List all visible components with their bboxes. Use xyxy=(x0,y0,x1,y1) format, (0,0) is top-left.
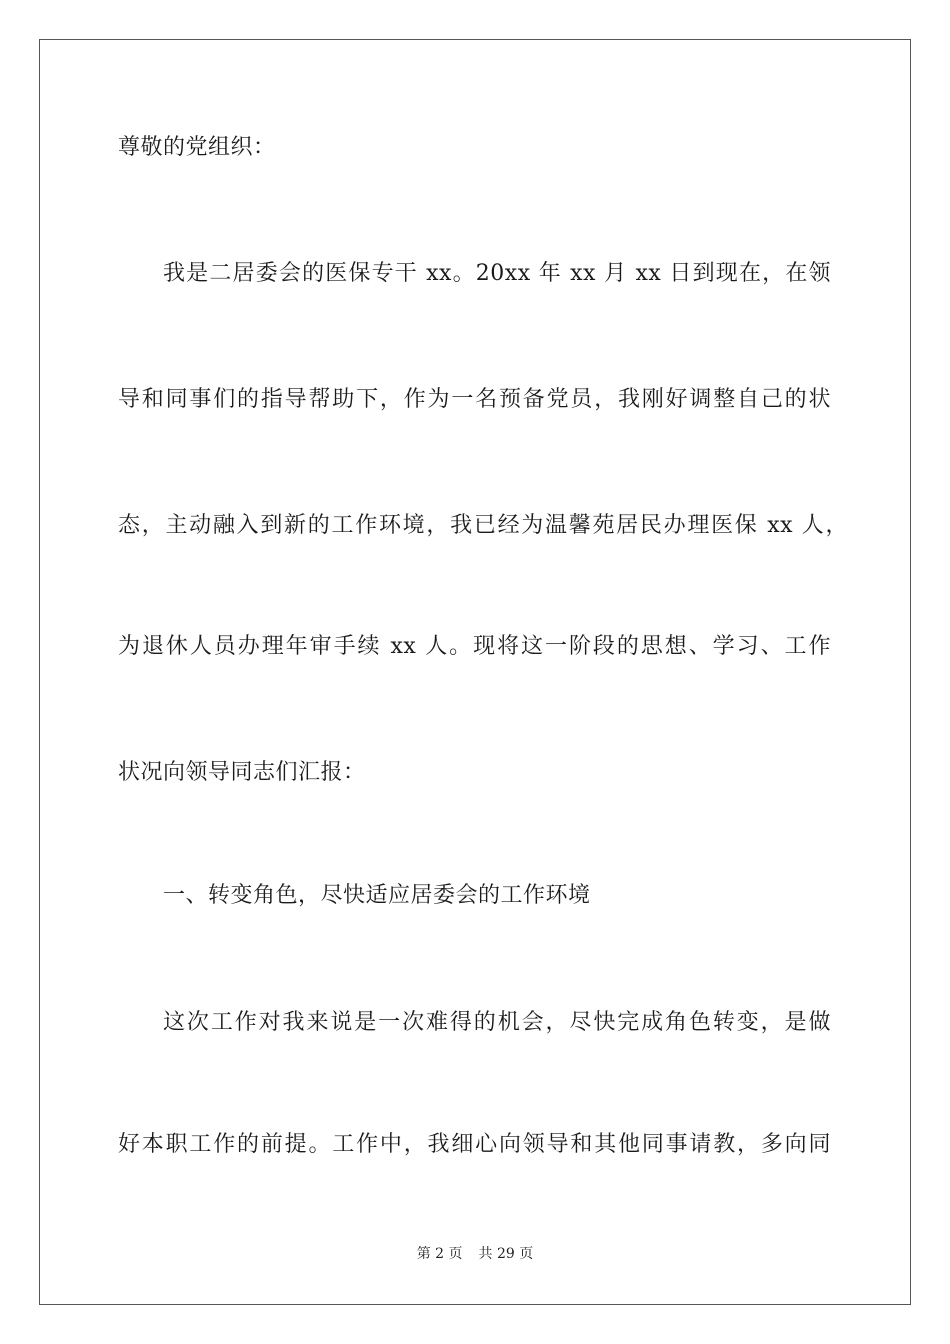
paragraph-1-line-2: 导和同事们的指导帮助下，作为一名预备党员，我刚好调整自己的状 xyxy=(118,387,831,412)
page-number: 第 2 页 xyxy=(416,1246,463,1262)
paragraph-1-line-5: 状况向领导同志们汇报： xyxy=(118,760,366,785)
section-heading-1: 一、转变角色，尽快适应居委会的工作环境 xyxy=(163,883,591,908)
page-footer xyxy=(0,1245,950,1263)
page-total: 共 29 页 xyxy=(478,1246,534,1262)
paragraph-2-line-2: 好本职工作的前提。工作中，我细心向领导和其他同事请教，多向同 xyxy=(118,1132,831,1157)
paragraph-1-line-3: 态，主动融入到新的工作环境，我已经为温馨苑居民办理医保 xx 人， xyxy=(118,513,848,538)
salutation: 尊敬的党组织： xyxy=(118,135,276,160)
page-border xyxy=(39,39,911,1305)
paragraph-1-line-1: 我是二居委会的医保专干 xx。20xx 年 xx 月 xx 日到现在，在领 xyxy=(163,261,831,286)
paragraph-2-line-1: 这次工作对我来说是一次难得的机会，尽快完成角色转变，是做 xyxy=(163,1010,831,1035)
paragraph-1-line-4: 为退休人员办理年审手续 xx 人。现将这一阶段的思想、学习、工作 xyxy=(118,634,831,659)
